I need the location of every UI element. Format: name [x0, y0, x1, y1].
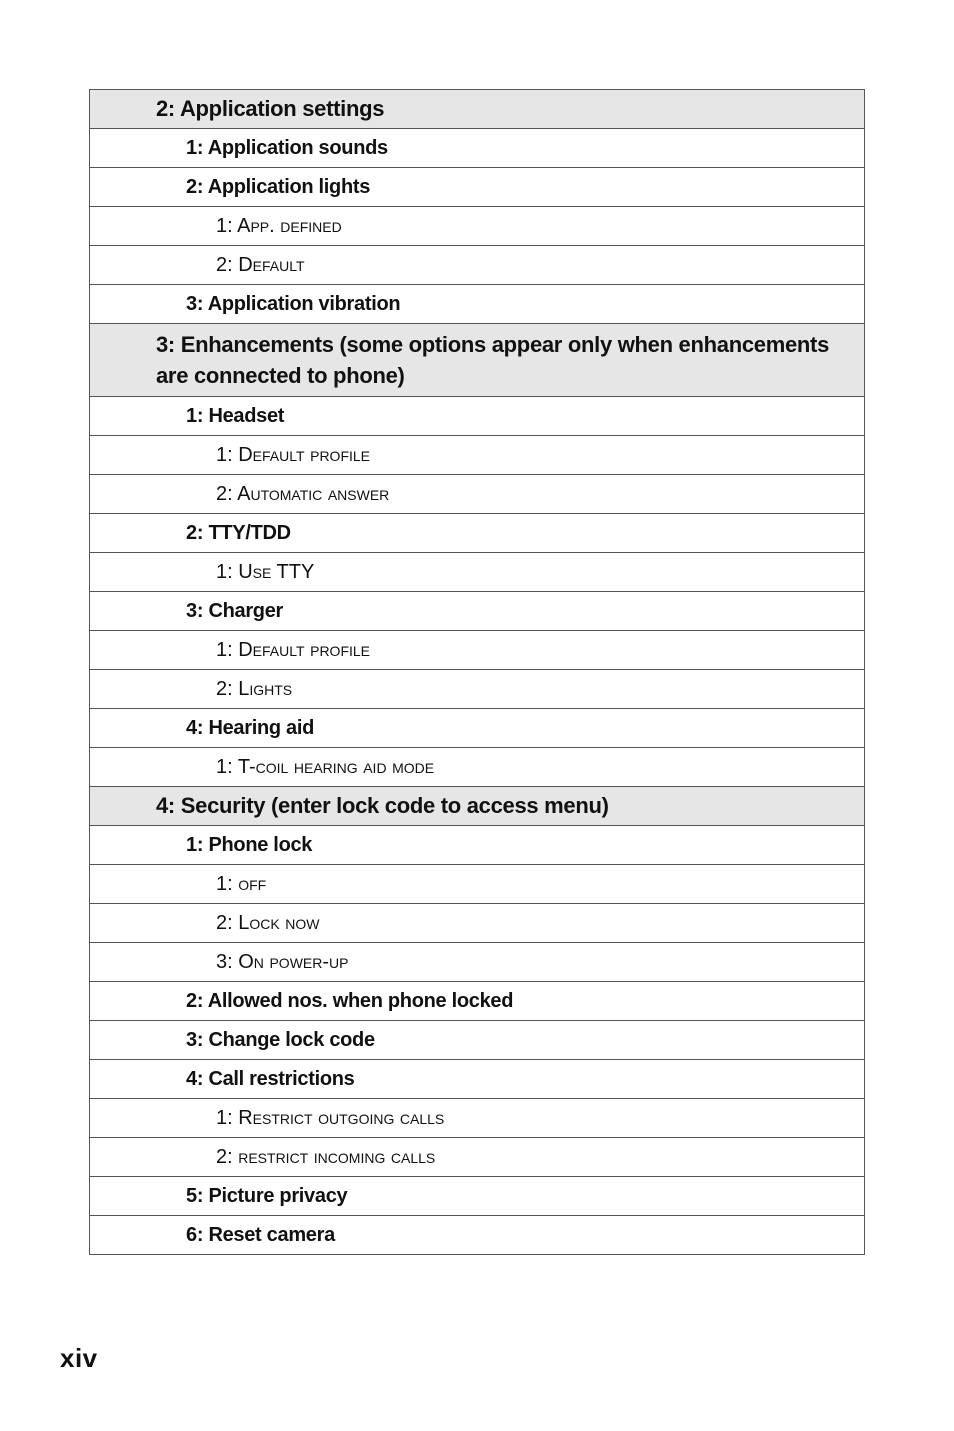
menu-option-row [90, 1138, 865, 1177]
menu-item-label: 1: off [216, 872, 267, 895]
menu-subitem-row [90, 1021, 865, 1060]
menu-subitem-row [90, 285, 865, 324]
menu-subitem-row [90, 129, 865, 168]
menu-item-label: 3: On power-up [216, 950, 349, 973]
menu-item-label: 1: App. defined [216, 214, 342, 237]
menu-item-label: 2: Allowed nos. when phone locked [186, 989, 514, 1012]
menu-option-row [90, 631, 865, 670]
menu-option-row [90, 1099, 865, 1138]
menu-item-label: 3: Change lock code [186, 1028, 375, 1051]
menu-item-label: 1: Default profile [216, 638, 371, 661]
menu-item-label: 1: Use TTY [216, 560, 315, 583]
menu-subitem-row [90, 1216, 865, 1255]
menu-item-label: 5: Picture privacy [186, 1184, 348, 1207]
menu-section-row [90, 90, 865, 129]
menu-option-row [90, 865, 865, 904]
menu-item-label: 4: Call restrictions [186, 1067, 355, 1090]
menu-subitem-row [90, 1060, 865, 1099]
menu-item-label: 2: Application lights [186, 175, 371, 198]
menu-subitem-row [90, 826, 865, 865]
menu-item-label: 4: Security (enter lock code to access menu) [156, 793, 609, 818]
menu-item-label: 2: Default [216, 253, 305, 276]
menu-item-label: 2: Application settings [156, 96, 385, 121]
menu-subitem-row [90, 709, 865, 748]
menu-item-label: 4: Hearing aid [186, 716, 315, 739]
menu-subitem-row [90, 982, 865, 1021]
menu-option-row [90, 904, 865, 943]
menu-item-label: 3: Application vibration [186, 292, 401, 315]
page-number: xiv [60, 1343, 98, 1373]
menu-item-label: 1: Phone lock [186, 833, 313, 856]
menu-item-label: 1: Restrict outgoing calls [216, 1106, 445, 1129]
menu-subitem-row [90, 397, 865, 436]
menu-option-row [90, 943, 865, 982]
menu-section-row [90, 324, 865, 397]
menu-subitem-row [90, 514, 865, 553]
menu-option-row [90, 207, 865, 246]
menu-section-row [90, 787, 865, 826]
menu-option-row [90, 436, 865, 475]
menu-option-row [90, 475, 865, 514]
menu-item-label: 1: Default profile [216, 443, 371, 466]
menu-subitem-row [90, 168, 865, 207]
menu-item-label: 1: Application sounds [186, 136, 388, 159]
menu-option-row [90, 748, 865, 787]
menu-item-label: 1: Headset [186, 404, 285, 427]
menu-subitem-row [90, 592, 865, 631]
menu-table [89, 89, 865, 1255]
menu-item-label: 2: restrict incoming calls [216, 1145, 436, 1168]
menu-option-row [90, 553, 865, 592]
menu-item-label: 3: Enhancements (some options appear only when enhancements are connected to phone) [156, 331, 830, 388]
menu-item-label: 6: Reset camera [186, 1223, 335, 1246]
menu-option-row [90, 246, 865, 285]
menu-item-label: 3: Charger [186, 599, 284, 622]
menu-item-label: 2: Lock now [216, 911, 320, 934]
menu-item-label: 2: TTY/TDD [186, 521, 291, 544]
menu-item-label: 1: T-coil hearing aid mode [216, 755, 435, 778]
menu-item-label: 2: Lights [216, 677, 293, 700]
menu-option-row [90, 670, 865, 709]
menu-item-label: 2: Automatic answer [216, 482, 390, 505]
menu-subitem-row [90, 1177, 865, 1216]
